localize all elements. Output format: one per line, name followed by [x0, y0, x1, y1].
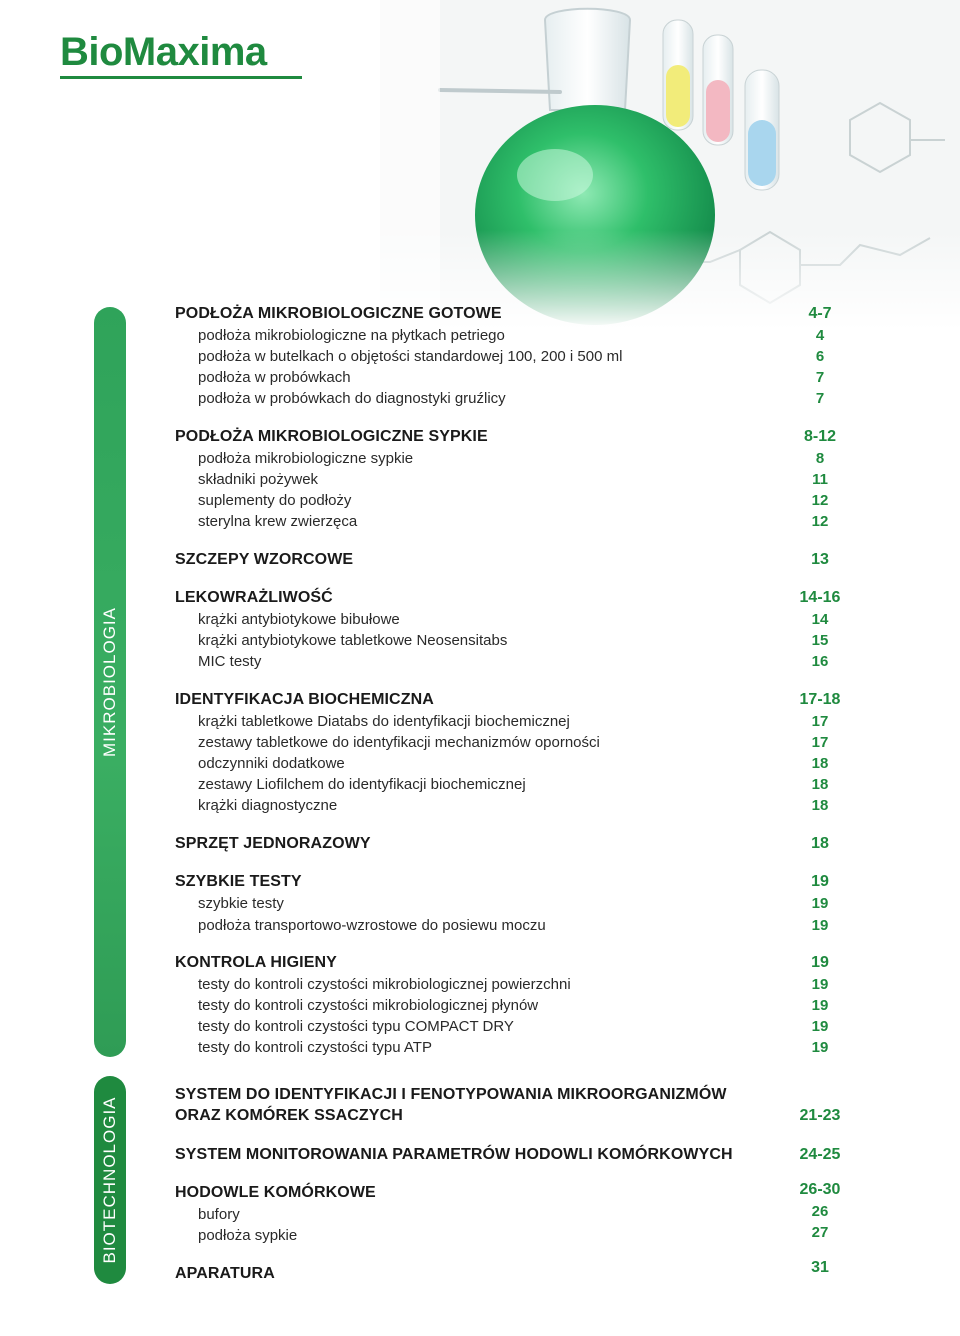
- toc-entry[interactable]: [175, 327, 865, 347]
- page-number: 18: [811, 776, 829, 793]
- page-number: 18: [811, 755, 829, 772]
- section-label-mikrobiologia: MIKROBIOLOGIA: [100, 607, 119, 757]
- heading-text: PODŁOŻA MIKROBIOLOGICZNE SYPKIE: [175, 428, 488, 445]
- entry-text: podłoża w probówkach do diagnostyki gruźlicy: [198, 390, 506, 407]
- page-number: 17: [811, 734, 829, 751]
- toc-entry[interactable]: [175, 797, 865, 817]
- toc-entry[interactable]: [175, 1039, 865, 1059]
- toc-entry[interactable]: [175, 776, 865, 796]
- page-number: 17: [811, 713, 829, 730]
- entry-text: suplementy do podłoży: [198, 492, 352, 509]
- toc-heading[interactable]: [175, 954, 865, 974]
- heading-text: PODŁOŻA MIKROBIOLOGICZNE GOTOWE: [175, 305, 502, 322]
- toc-entry[interactable]: [175, 348, 865, 368]
- entry-text: podłoża mikrobiologiczne na płytkach petriego: [198, 327, 505, 344]
- page-number: 6: [815, 348, 825, 365]
- page-number: 19: [811, 917, 829, 934]
- page-number: 12: [811, 492, 829, 509]
- brand-logo: BioMaxima: [60, 30, 267, 74]
- entry-text: bufory: [198, 1206, 240, 1223]
- toc-heading[interactable]: [175, 1146, 865, 1166]
- entry-text: szybkie testy: [198, 895, 284, 912]
- heading-text: IDENTYFIKACJA BIOCHEMICZNA: [175, 691, 434, 708]
- page-number: 19: [811, 1039, 829, 1056]
- page-number: 19: [811, 895, 829, 912]
- page-number: 19: [811, 997, 829, 1014]
- page-number: 21-23: [799, 1107, 841, 1124]
- toc-heading[interactable]: [175, 873, 865, 893]
- entry-text: podłoża w butelkach o objętości standardowej 100, 200 i 500 ml: [198, 348, 623, 365]
- section-bar-biotechnologia: [94, 1076, 126, 1284]
- entry-text: testy do kontroli czystości typu COMPACT DRY: [198, 1018, 514, 1035]
- page-number: 13: [811, 551, 829, 568]
- page-number: 7: [815, 369, 825, 386]
- heading-text: SPRZĘT JEDNORAZOWY: [175, 835, 371, 852]
- page-number: 15: [811, 632, 829, 649]
- page-number: 19: [811, 976, 829, 993]
- heading-text: APARATURA: [175, 1265, 275, 1282]
- page-number: 4: [815, 327, 825, 344]
- toc-entry[interactable]: [175, 611, 865, 631]
- entry-text: zestawy tabletkowe do identyfikacji mechanizmów oporności: [198, 734, 600, 751]
- toc-heading[interactable]: [175, 691, 865, 711]
- entry-text: testy do kontroli czystości mikrobiologicznej płynów: [198, 997, 539, 1014]
- toc-entry[interactable]: [175, 997, 865, 1017]
- page-number: 8-12: [803, 428, 837, 445]
- entry-text: podłoża w probówkach: [198, 369, 351, 386]
- page-number: 26: [811, 1203, 829, 1220]
- toc-entry[interactable]: [175, 1018, 865, 1038]
- toc-heading[interactable]: [175, 428, 865, 448]
- page-number: 14: [811, 611, 829, 628]
- toc-entry[interactable]: [175, 513, 865, 533]
- entry-text: testy do kontroli czystości mikrobiologicznej powierzchni: [198, 976, 571, 993]
- page-number: 14-16: [799, 589, 841, 606]
- toc-entry[interactable]: [175, 895, 865, 915]
- heading-text: SZCZEPY WZORCOWE: [175, 551, 354, 568]
- logo-underline: [60, 76, 302, 79]
- toc-heading[interactable]: [175, 1086, 865, 1106]
- entry-text: odczynniki dodatkowe: [198, 755, 345, 772]
- toc-heading[interactable]: [175, 1259, 865, 1285]
- entry-text: MIC testy: [198, 653, 262, 670]
- entry-text: zestawy Liofilchem do identyfikacji biochemicznej: [198, 776, 526, 793]
- toc-entry[interactable]: [175, 713, 865, 733]
- page-number: 17-18: [799, 691, 841, 708]
- page-number: 24-25: [799, 1146, 841, 1163]
- toc-entry[interactable]: [175, 653, 865, 673]
- page-number: 12: [811, 513, 829, 530]
- toc-entry[interactable]: [175, 976, 865, 996]
- page-number: 16: [811, 653, 829, 670]
- toc-entry[interactable]: [175, 632, 865, 652]
- entry-text: składniki pożywek: [198, 471, 319, 488]
- entry-text: krążki antybiotykowe tabletkowe Neosensitabs: [198, 632, 508, 649]
- page-number: 8: [815, 450, 825, 467]
- section-label-biotechnologia: BIOTECHNOLOGIA: [100, 1096, 119, 1264]
- entry-text: podłoża mikrobiologiczne sypkie: [198, 450, 414, 467]
- page-number: 18: [811, 835, 829, 852]
- page-number: 19: [811, 1018, 829, 1035]
- page-number: 27: [811, 1224, 829, 1241]
- toc-heading[interactable]: [175, 305, 865, 325]
- section-bar-mikrobiologia: [94, 307, 126, 1057]
- heading-text: ORAZ KOMÓREK SSACZYCH: [175, 1107, 403, 1124]
- page-number: 19: [811, 873, 829, 890]
- page-number: 7: [815, 390, 825, 407]
- toc-entry[interactable]: [175, 917, 865, 937]
- heading-text: SZYBKIE TESTY: [175, 873, 302, 890]
- page-number: 26-30: [799, 1181, 841, 1198]
- heading-text: SYSTEM MONITOROWANIA PARAMETRÓW HODOWLI KOMÓRKOWYCH: [175, 1146, 733, 1163]
- heading-text: LEKOWRAŻLIWOŚĆ: [175, 589, 333, 606]
- entry-text: krążki diagnostyczne: [198, 797, 338, 814]
- toc-entry[interactable]: [175, 734, 865, 754]
- entry-text: podłoża sypkie: [198, 1227, 298, 1244]
- toc-entry[interactable]: [175, 369, 865, 389]
- toc-heading[interactable]: [175, 589, 865, 609]
- lab-flask-illustration: [380, 0, 960, 330]
- toc-heading[interactable]: [175, 551, 865, 571]
- page-number: 11: [812, 471, 828, 488]
- page-number: 18: [811, 797, 829, 814]
- heading-text: SYSTEM DO IDENTYFIKACJI I FENOTYPOWANIA MIKROORGANIZMÓW: [175, 1086, 727, 1103]
- toc-entry[interactable]: [175, 755, 865, 775]
- heading-text: KONTROLA HIGIENY: [175, 954, 337, 971]
- page-number: 31: [811, 1259, 829, 1276]
- toc-entry[interactable]: [175, 1203, 865, 1226]
- toc-entry[interactable]: [175, 450, 865, 470]
- toc-heading[interactable]: [175, 835, 865, 855]
- page-number: 19: [811, 954, 829, 971]
- toc-entry[interactable]: [175, 1224, 865, 1247]
- toc-entry[interactable]: [175, 492, 865, 512]
- toc-entry[interactable]: [175, 390, 865, 410]
- page-number: 4-7: [808, 305, 832, 322]
- heading-text: HODOWLE KOMÓRKOWE: [175, 1184, 376, 1201]
- entry-text: sterylna krew zwierzęca: [198, 513, 358, 530]
- entry-text: podłoża transportowo-wzrostowe do posiewu moczu: [198, 917, 546, 934]
- entry-text: testy do kontroli czystości typu ATP: [198, 1039, 432, 1056]
- toc-heading[interactable]: [175, 1181, 865, 1204]
- toc-heading-continued[interactable]: [175, 1107, 865, 1127]
- entry-text: krążki antybiotykowe bibułowe: [198, 611, 400, 628]
- entry-text: krążki tabletkowe Diatabs do identyfikacji biochemicznej: [198, 713, 570, 730]
- toc-entry[interactable]: [175, 471, 865, 491]
